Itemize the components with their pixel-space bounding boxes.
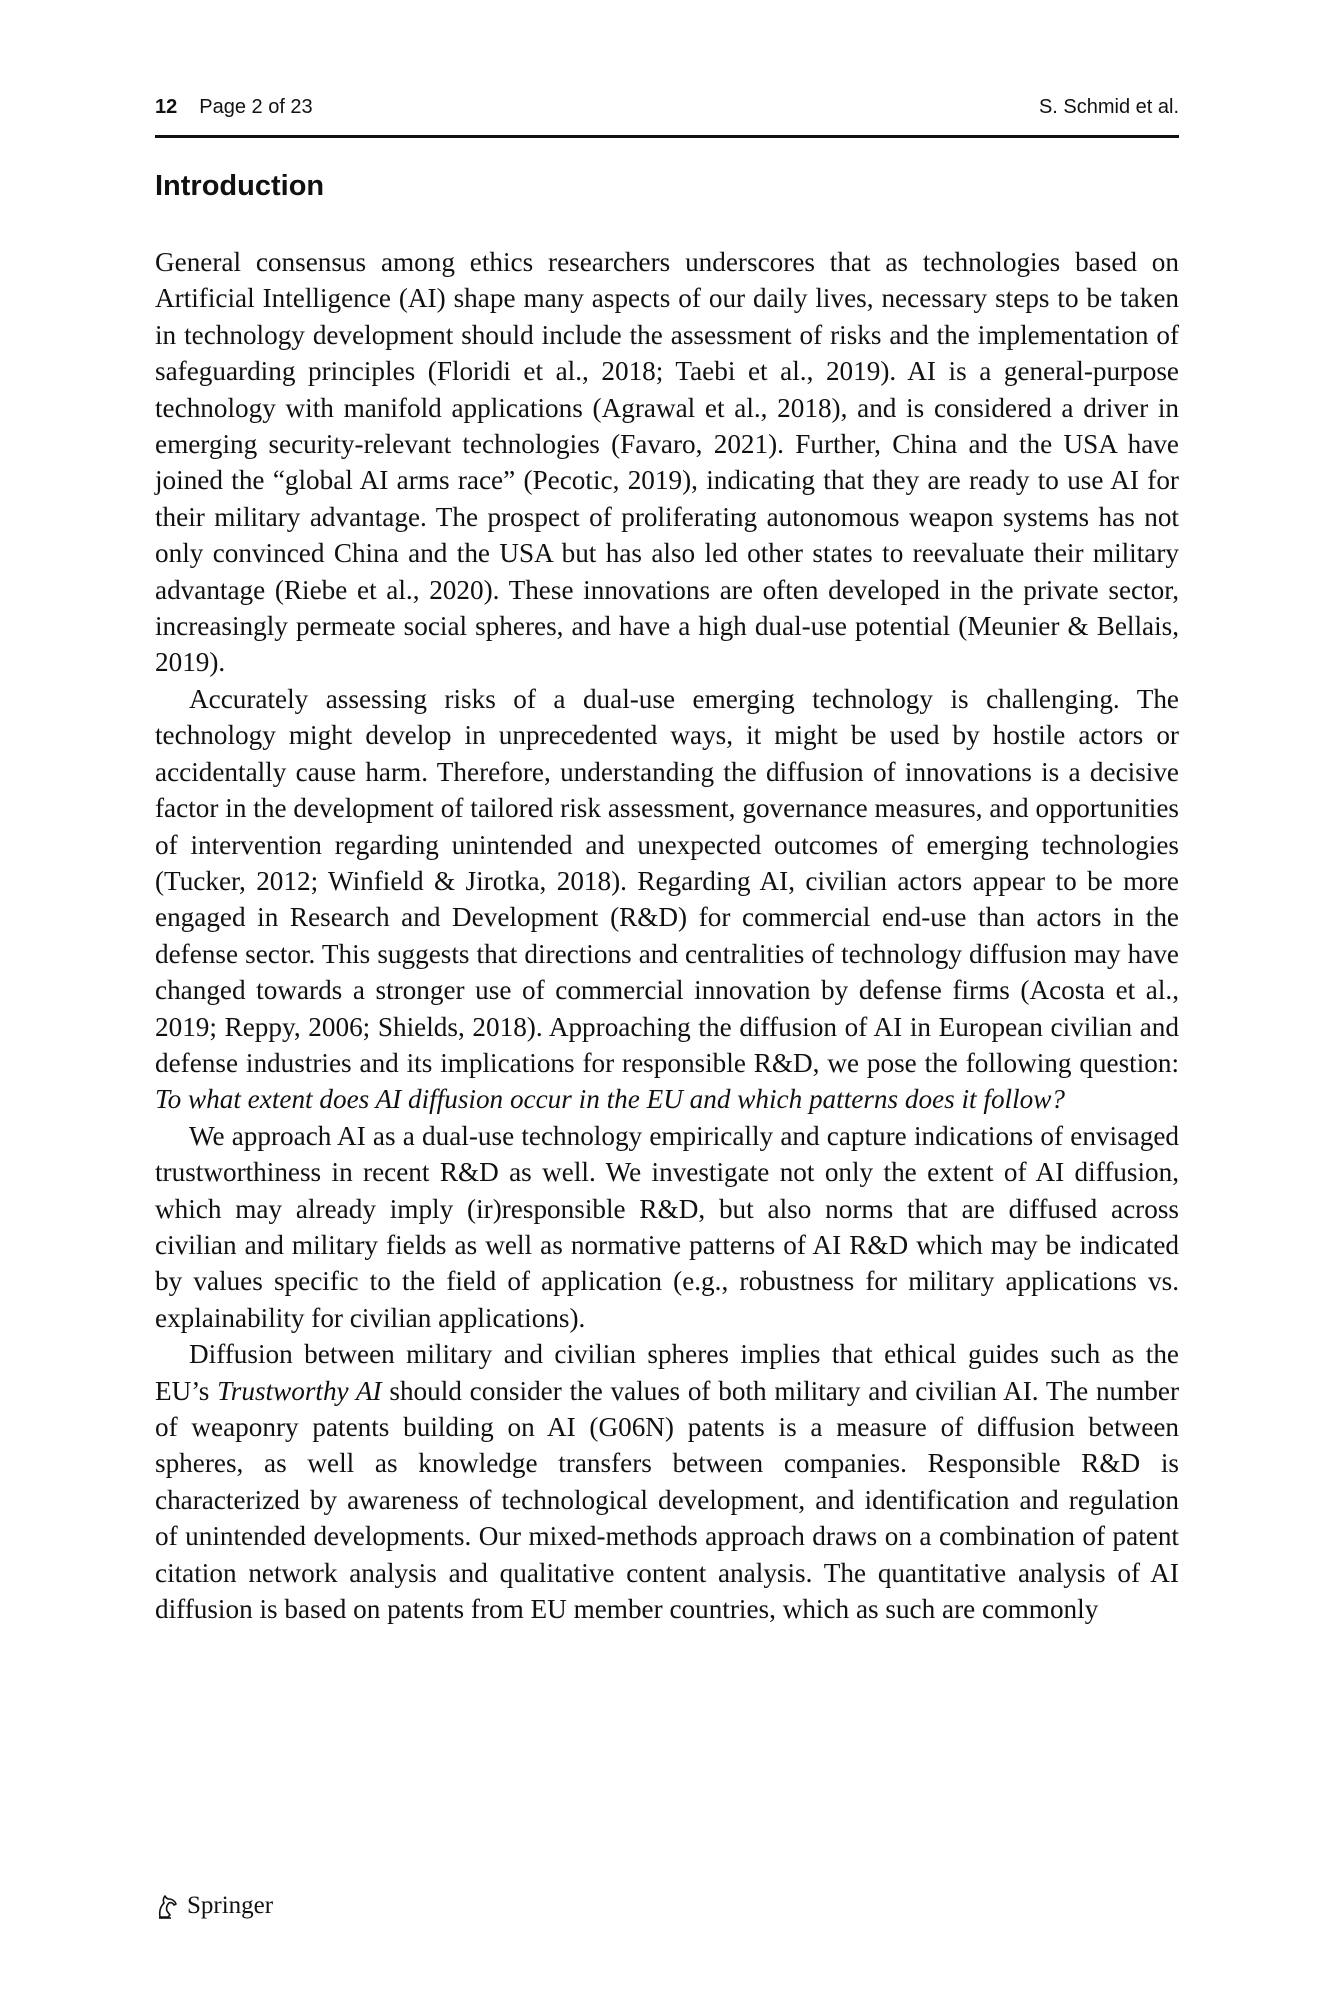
trustworthy-ai-term: Trustworthy AI — [217, 1375, 382, 1406]
research-question: To what extent does AI diffusion occur in the EU and which patterns does it follow? — [155, 1084, 1065, 1115]
volume-number: 12 — [155, 96, 178, 118]
paragraph-2-text: Accurately assessing risks of a dual-use emerging technology is challenging. The technology might develop in unprecedented ways, it might be used by hostile actors or accidentally cause harm. Therefore, understanding the diffusion of innovations is a decisive factor in the development of tailored risk assessment, governance measures, and opportunities of intervention regarding unintended and unexpected outcomes of emerging technologies (Tucker, 2012; Winfield & Jirotka, 2018). Regarding AI, civilian actors appear to be more engaged in Research and Development (R&D) for commercial end-use than actors in the defense sector. This suggests that directions and centralities of technology diffusion may have changed towards a stronger use of commercial innovation by defense firms (Acosta et al., 2019; Reppy, 2006; Shields, 2018). Approaching the diffusion of AI in European civilian and defense industries and its implications for responsible R&D, we pose the following question: — [155, 683, 1179, 1078]
paragraph-4 — [155, 1336, 1179, 1627]
page-number: Page 2 of 23 — [199, 96, 313, 118]
paragraph-1: General consensus among ethics researchers underscores that as technologies based on Artificial Intelligence (AI) shape many aspects of our daily lives, necessary steps to be taken in technology development should include the assessment of risks and the implementation of safeguarding principles (Floridi et al., 2018; Taebi et al., 2019). AI is a general-purpose technology with manifold applications (Agrawal et al., 2018), and is considered a driver in emerging security-relevant technologies (Favaro, 2021). Further, China and the USA have joined the “global AI arms race” (Pecotic, 2019), indicating that they are ready to use AI for their military advantage. The prospect of proliferating autonomous weapon systems has not only convinced China and the USA but has also led other states to reevaluate their military advantage (Riebe et al., 2020). These innovations are often developed in the private sector, increasingly permeate social spheres, and have a high dual-use potential (Meunier & Bellais, 2019). — [155, 247, 1179, 678]
paragraph-4-text-b: should consider the values of both military and civilian AI. The number of weaponry patents building on AI (G06N) patents is a measure of diffusion between spheres, as well as knowledge transfers between companies. Responsible R&D is characterized by awareness of technological development, and identification and regulation of unintended developments. Our mixed-methods approach draws on a combination of patent citation network analysis and qualitative content analysis. The quantitative analysis of AI diffusion is based on patents from EU member countries, which as such are commonly — [155, 1375, 1180, 1625]
running-head — [155, 96, 1179, 119]
paragraph-2 — [155, 681, 1179, 1118]
body-text — [155, 244, 1179, 1627]
paragraph-4-text-a: Diffusion between military and civilian spheres implies that ethical guides such as the EU’s — [155, 1339, 1179, 1406]
running-head-authors: S. Schmid et al. — [1038, 96, 1179, 118]
paragraph-3: We approach AI as a dual-use technology empirically and capture indications of envisaged trustworthiness in recent R&D as well. We investigate not only the extent of AI diffusion, which may already imply (ir)responsible R&D, but also norms that are diffused across civilian and military fields as well as normative patterns of AI R&D which may be indicated by values specific to the field of application (e.g., robustness for military applications vs. explainability for civilian applications). — [155, 1120, 1179, 1333]
footer — [155, 1892, 273, 1920]
springer-horse-icon — [155, 1893, 179, 1919]
publisher-name: Springer — [187, 1892, 274, 1919]
running-head-left — [155, 96, 313, 119]
section-title: Introduction — [155, 170, 325, 202]
header-rule — [155, 135, 1179, 138]
